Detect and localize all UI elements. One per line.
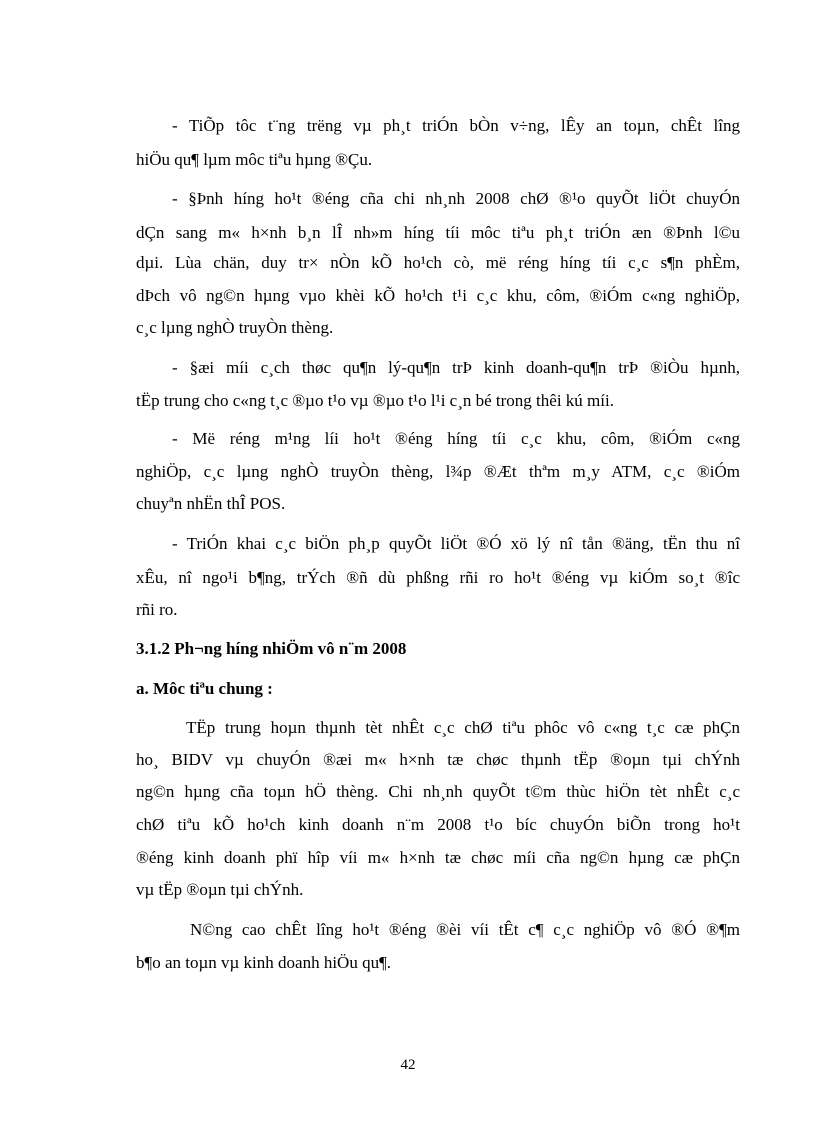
paragraph-line: chuyªn nhËn thÎ POS. — [136, 494, 286, 513]
paragraph-line: hiÖu qu¶ lµm môc tiªu hµng ®Çu. — [136, 150, 373, 169]
paragraph-line: - TriÓn khai c¸c biÖn ph¸p quyÕt liÖt ®Ó xö lý nî tån ®äng, tËn thu nî — [172, 534, 740, 553]
paragraph-line: vµ tËp ®oµn tµi chÝnh. — [136, 880, 304, 899]
paragraph-line: nghiÖp, c¸c lµng nghÒ truyÒn thèng, l¾p ®Æt thªm m¸y ATM, c¸c ®iÓm — [136, 462, 740, 481]
paragraph-line: c¸c lµng nghÒ truyÒn thèng. — [136, 318, 334, 337]
paragraph-line: dµi. Lùa chän, duy tr× nÒn kÕ ho¹ch cò, më réng híng tíi c¸c s¶n phÈm, — [136, 253, 740, 272]
page-number: 42 — [400, 1057, 416, 1073]
sub-heading: a. Môc tiªu chung : — [136, 679, 273, 698]
paragraph-line: ho¸ BIDV vµ chuyÓn ®æi m« h×nh tæ chøc thµnh tËp ®oµn tµi chÝnh — [136, 750, 740, 769]
paragraph-line: xÊu, nî ngo¹i b¶ng, trÝch ®ñ dù phßng rñi ro ho¹t ®éng vµ kiÓm so¸t ®îc — [136, 568, 740, 587]
paragraph-line: - Më réng m¹ng líi ho¹t ®éng híng tíi c¸c khu, côm, ®iÓm c«ng — [172, 429, 740, 448]
paragraph-line: dÞch vô ng©n hµng vµo khèi kÕ ho¹ch t¹i c¸c khu, côm, ®iÓm c«ng nghiÖp, — [136, 286, 740, 305]
paragraph-line: N©ng cao chÊt lîng ho¹t ®éng ®èi víi tÊt c¶ c¸c nghiÖp vô ®Ó ®¶m — [190, 920, 740, 939]
paragraph-line: b¶o an toµn vµ kinh doanh hiÖu qu¶. — [136, 953, 392, 972]
paragraph-line: - §Þnh híng ho¹t ®éng cña chi nh¸nh 2008 chØ ®¹o quyÕt liÖt chuyÓn — [172, 189, 740, 208]
paragraph-line: rñi ro. — [136, 600, 178, 619]
paragraph-line: - §æi míi c¸ch thøc qu¶n lý-qu¶n trÞ kinh doanh-qu¶n trÞ ®iÒu hµnh, — [172, 358, 740, 377]
paragraph-line: tËp trung cho c«ng t¸c ®µo t¹o vµ ®µo t¹o l¹i c¸n bé trong thêi kú míi. — [136, 391, 614, 410]
paragraph-line: chØ tiªu kÕ ho¹ch kinh doanh n¨m 2008 t¹o bíc chuyÓn biÕn trong ho¹t — [136, 815, 740, 834]
section-heading: 3.1.2 Ph¬ng híng nhiÖm vô n¨m 2008 — [136, 639, 407, 658]
paragraph-line: ng©n hµng cña toµn hÖ thèng. Chi nh¸nh quyÕt t©m thùc hiÖn tèt nhÊt c¸c — [136, 782, 740, 801]
paragraph-line: - TiÕp tôc t¨ng trëng vµ ph¸t triÓn bÒn v÷ng, lÊy an toµn, chÊt lîng — [172, 116, 740, 135]
paragraph-line: ®éng kinh doanh phï hîp víi m« h×nh tæ chøc míi cña ng©n hµng cæ phÇn — [136, 848, 740, 867]
paragraph-line: TËp trung hoµn thµnh tèt nhÊt c¸c chØ tiªu phôc vô c«ng t¸c cæ phÇn — [186, 718, 740, 737]
paragraph-line: dÇn sang m« h×nh b¸n lÎ nh»m híng tíi môc tiªu ph¸t triÓn æn ®Þnh l©u — [136, 223, 740, 242]
